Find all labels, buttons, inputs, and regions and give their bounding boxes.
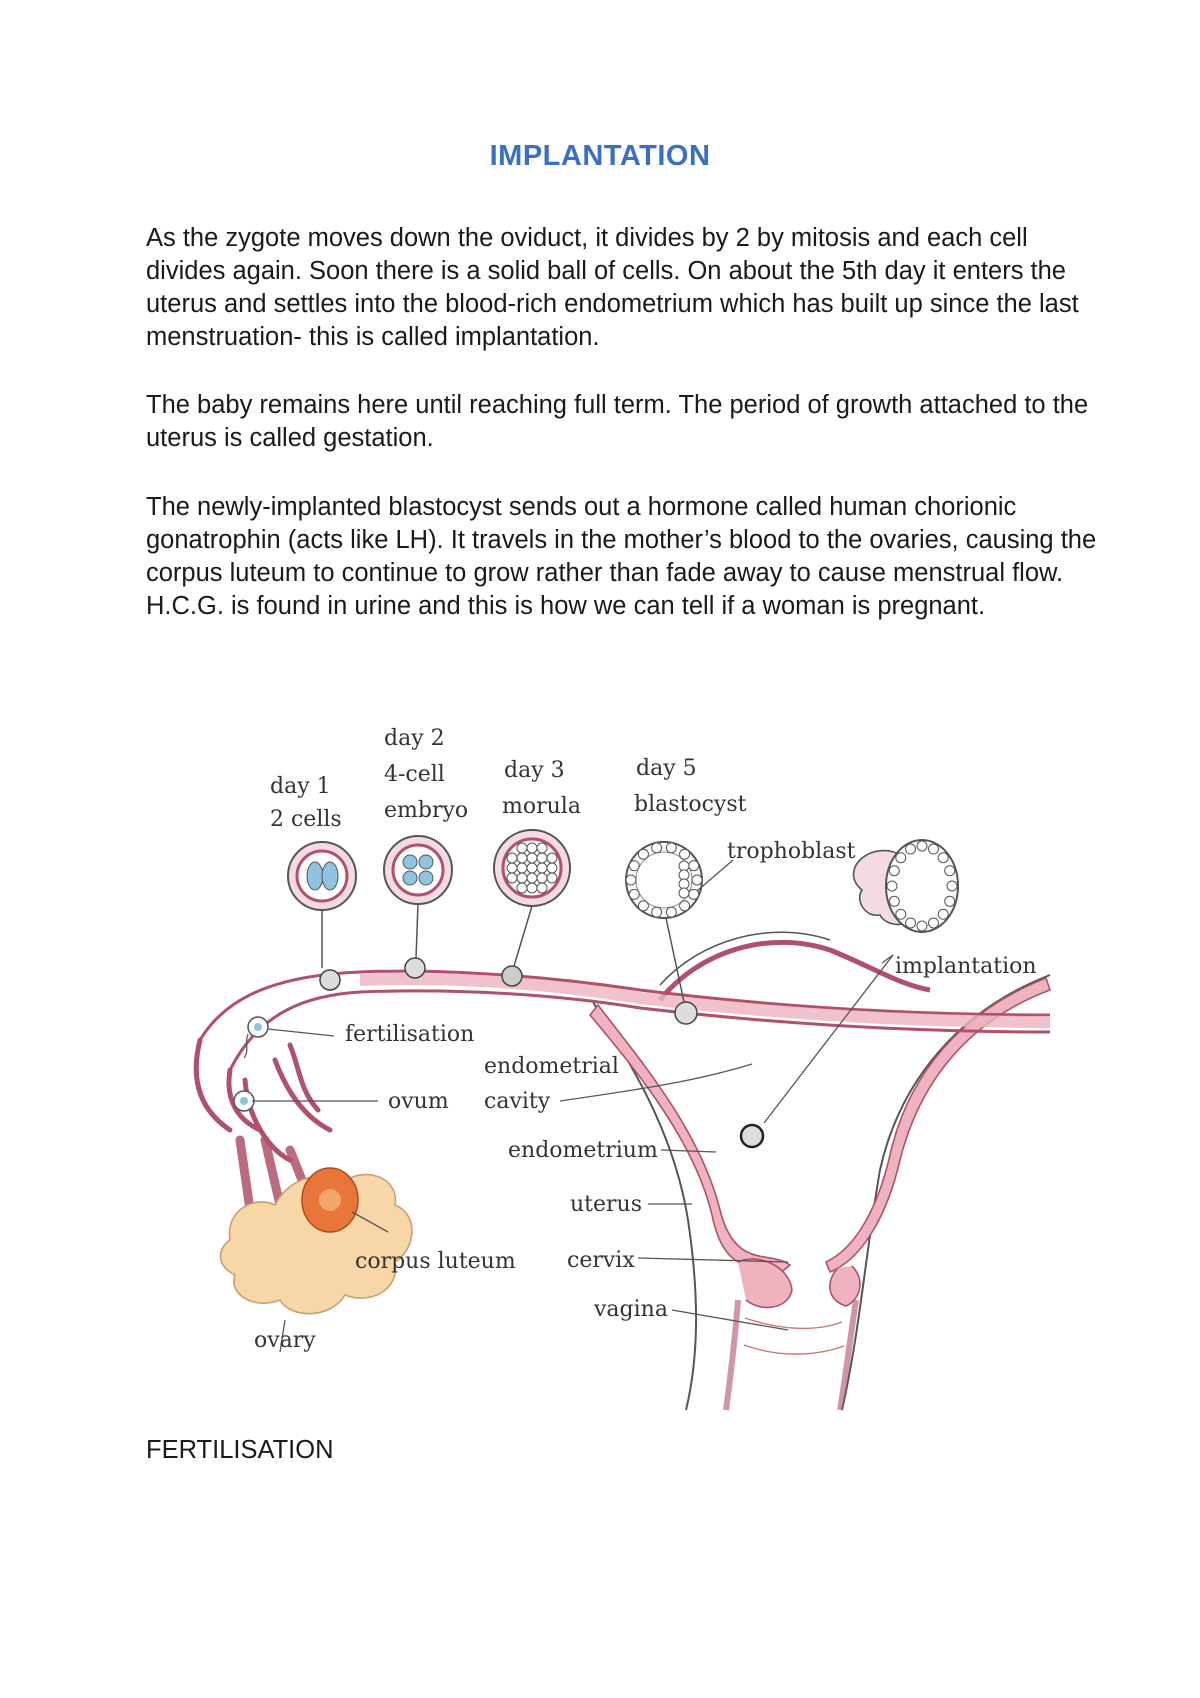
implant-cell: [938, 853, 948, 863]
implant-cell: [938, 909, 948, 919]
implanted-blastocyst: [741, 1125, 763, 1147]
label-endometrial: endometrial: [484, 1054, 619, 1079]
morula-cell: [527, 853, 537, 863]
paragraph-implantation: As the zygote moves down the oviduct, it divides by 2 by mitosis and each cell divides again. Soon there is a solid ball of cells. On about the 5th day it enters the uterus and settles into the blood-rich endometrium which has built up since the last menstruation- this is called implantation.: [146, 224, 1079, 351]
morula-cell: [547, 873, 557, 883]
label-day5-blastocyst: blastocyst: [634, 792, 747, 817]
trophoblast-cell: [666, 907, 676, 917]
implant-cell: [945, 866, 955, 876]
label-ovary: ovary: [254, 1328, 316, 1353]
morula-cell: [517, 863, 527, 873]
implant-cell: [928, 918, 938, 928]
implant-cell: [896, 853, 906, 863]
label-implantation: implantation: [895, 954, 1037, 979]
uterus-outer-wall-right: [842, 975, 1050, 1410]
morula-cell: [537, 883, 547, 893]
trophoblast-cell: [629, 889, 639, 899]
label-day2-embryo: embryo: [384, 798, 469, 823]
trophoblast-cell: [666, 843, 676, 853]
morula-cell: [517, 883, 527, 893]
trophoblast-cell: [680, 901, 690, 911]
label-corpus-luteum: corpus luteum: [355, 1249, 516, 1274]
paragraph-hcg: The newly-implanted blastocyst sends out a hormone called human chorionic gonatrophin (acts like LH). It travels in the mother’s blood to the ovaries, causing the corpus luteum to continue to grow rather than fade away to cause menstrual flow. H.C.G. is found in urine and this is how we can tell if a woman is pregnant.: [146, 493, 1097, 620]
morula-cell: [507, 863, 517, 873]
label-endometrium: endometrium: [508, 1138, 658, 1163]
implant-cell: [906, 844, 916, 854]
label-cervix: cervix: [567, 1248, 635, 1273]
label-day1-cells: 2 cells: [270, 807, 342, 832]
vagina-walls: [726, 1300, 856, 1410]
uterus-fundus: [660, 942, 930, 1000]
label-day3-morula: morula: [502, 794, 581, 819]
label-trophoblast: trophoblast: [727, 839, 856, 864]
trophoblast-cell: [638, 849, 648, 859]
label-fertilisation: fertilisation: [345, 1022, 475, 1047]
trophoblast-cell: [638, 901, 648, 911]
trophoblast-cell: [692, 875, 702, 885]
label-day5: day 5: [636, 756, 697, 781]
morula-cell: [507, 853, 517, 863]
morula-in-tube: [502, 966, 522, 986]
label-day2: day 2: [384, 726, 445, 751]
morula-cell: [537, 863, 547, 873]
implant-cell: [887, 881, 897, 891]
next-section-heading: FERTILISATION: [146, 1436, 334, 1464]
label-day3: day 3: [504, 758, 565, 783]
paragraph-gestation: The baby remains here until reaching full term. The period of growth attached to the uterus is called gestation.: [146, 391, 1089, 452]
implant-cell: [917, 841, 927, 851]
implant-cell: [917, 921, 927, 931]
implant-cell: [945, 896, 955, 906]
label-day1: day 1: [270, 774, 331, 799]
blastocyst-in-tube: [675, 1002, 697, 1024]
morula-cell: [537, 873, 547, 883]
label-uterus: uterus: [570, 1192, 643, 1217]
morula-cell: [517, 843, 527, 853]
stage-implanting: [854, 840, 959, 932]
trophoblast-cell: [652, 843, 662, 853]
trophoblast-cell: [652, 907, 662, 917]
implant-cell: [928, 844, 938, 854]
implant-cell: [889, 896, 899, 906]
stage-day1: [288, 842, 356, 968]
label-cavity: cavity: [484, 1089, 551, 1114]
label-vagina: vagina: [594, 1297, 668, 1322]
implant-cell: [896, 909, 906, 919]
morula-cell: [527, 843, 537, 853]
implant-cell: [889, 866, 899, 876]
page-title: IMPLANTATION: [489, 140, 711, 172]
morula-cell: [527, 883, 537, 893]
four-cell-in-tube: [405, 958, 425, 978]
morula-cell: [547, 853, 557, 863]
stage-day5: [626, 842, 702, 1002]
implant-cell: [906, 918, 916, 928]
diagram-labels: [254, 726, 1037, 1353]
trophoblast-cell: [680, 849, 690, 859]
morula-cell: [527, 873, 537, 883]
corpus-luteum-core: [319, 1189, 341, 1211]
stage-day2: [384, 836, 452, 958]
morula-cell: [517, 853, 527, 863]
morula-cell: [507, 873, 517, 883]
trophoblast-cell: [689, 861, 699, 871]
two-cell-in-tube: [320, 970, 340, 990]
morula-cell: [537, 843, 547, 853]
trophoblast-cell: [626, 875, 636, 885]
stage-day3: [494, 830, 570, 966]
label-day2-4cell: 4-cell: [384, 762, 445, 787]
label-ovum: ovum: [388, 1089, 449, 1114]
morula-cell: [537, 853, 547, 863]
trophoblast-cell: [629, 861, 639, 871]
morula-cell: [547, 863, 557, 873]
inner-cell-mass-cell: [679, 888, 689, 898]
vagina-folds: [744, 1318, 844, 1354]
morula-cell: [517, 873, 527, 883]
implant-cell: [947, 881, 957, 891]
morula-cell: [527, 863, 537, 873]
